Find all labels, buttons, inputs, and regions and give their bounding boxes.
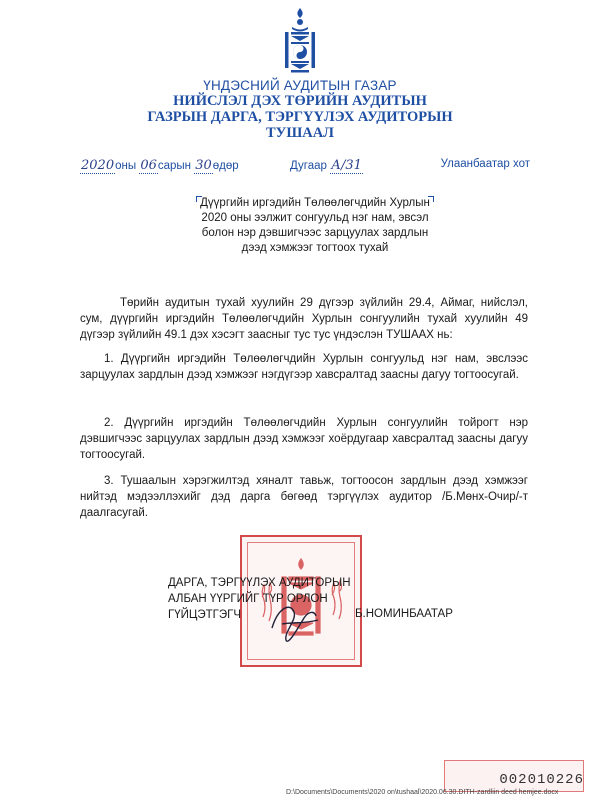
date-year: 2020: [81, 158, 115, 173]
signatory-name: Б.НОМИНБААТАР: [355, 608, 453, 620]
date-month: 06: [140, 158, 157, 173]
subject-line: дээд хэмжээг тогтоох тухай: [241, 242, 389, 254]
order-item-2: 2. Дүүргийн иргэдийн Төлөөлөгчдийн Хурлын сонгуулийн тойрогт нэр дэвшигчээс зарцуулах зардлын дээд хэмжээг хоёрдугаар хавсралтад заасны дагуу тогтоосугай.: [80, 417, 528, 461]
order-item-3: 3. Тушаалын хэрэгжилтэд хяналт тавьж, тогтоосон зардлын дээд хэмжээг нийтэд мэдээллэхийг дэд дарга бөгөөд тэргүүлэх аудитор /Б.Мөнх-Очир/-т даалгасугай.: [80, 475, 528, 519]
date-day-suffix: өдөр: [212, 160, 239, 172]
intro-paragraph: Төрийн аудитын тухай хуулийн 29 дүгээр зүйлийн 29.4, Аймаг, нийслэл, сум, дүүргийн иргэдийн Төлөөлөгчдийн Хурлын сонгуулийн тухай хуулийн 49 дүгээр зүйлийн 49.1 дэх хэсэгт заасныг тус тус үндэслэн ТУШААХ нь:: [80, 297, 528, 341]
date-year-suffix: оны: [115, 160, 137, 172]
number-value: А/31: [331, 158, 362, 173]
order-item-1: 1. Дүүргийн иргэдийн Төлөөлөгчдийн Хурлын сонгуульд нэг нам, эвслээс зарцуулах зардлын дээд хэмжээг нэгдүгээр хавсралтад заасны дагуу тогтоосугай.: [80, 353, 528, 381]
number-label: Дугаар: [290, 160, 327, 172]
subject-line: 2020 оны ээлжит сонгуульд нэг нам, эвсэл: [201, 212, 429, 224]
handwritten-signature-icon: [264, 598, 324, 646]
date-month-suffix: сарын: [157, 160, 192, 172]
signatory-title-line-1: ДАРГА, ТЭРГҮҮЛЭХ АУДИТОРЫН: [168, 577, 351, 589]
corner-mark: [428, 196, 434, 202]
document-number: [290, 158, 363, 174]
city: Улаанбаатар хот: [440, 158, 530, 170]
footer-file-path: D:\Documents\Documents\2020 on\tushaal\2020.06.30.DITH-zardliin deed hemjee.docx: [286, 789, 559, 796]
document-title-line-1: НИЙСЛЭЛ ДЭХ ТӨРИЙН АУДИТЫН: [173, 93, 427, 109]
subject-line: болон нэр дэвшигчээс зарцуулах зардлын: [201, 227, 429, 239]
signatory-title-line-3: ГҮЙЦЭТГЭГЧ: [168, 609, 242, 621]
document-title-line-2: ГАЗРЫН ДАРГА, ТЭРГҮҮЛЭХ АУДИТОРЫН: [147, 109, 453, 125]
document-title-line-3: ТУШААЛ: [266, 125, 334, 141]
subject-line: Дүүргийн иргэдийн Төлөөлөгчдийн Хурлын: [200, 197, 430, 209]
signatory-title-line-2: АЛБАН ҮҮРГИЙГ ТҮР ОРЛОН: [168, 593, 328, 605]
document-date: [80, 158, 239, 174]
subject-block: [200, 196, 430, 256]
registration-number: 002010226: [499, 772, 584, 788]
corner-mark: [196, 196, 202, 202]
date-day: 30: [195, 158, 212, 173]
soyombo-emblem-icon: [282, 8, 318, 74]
organization-name: ҮНДЭСНИЙ АУДИТЫН ГАЗАР: [203, 78, 397, 93]
